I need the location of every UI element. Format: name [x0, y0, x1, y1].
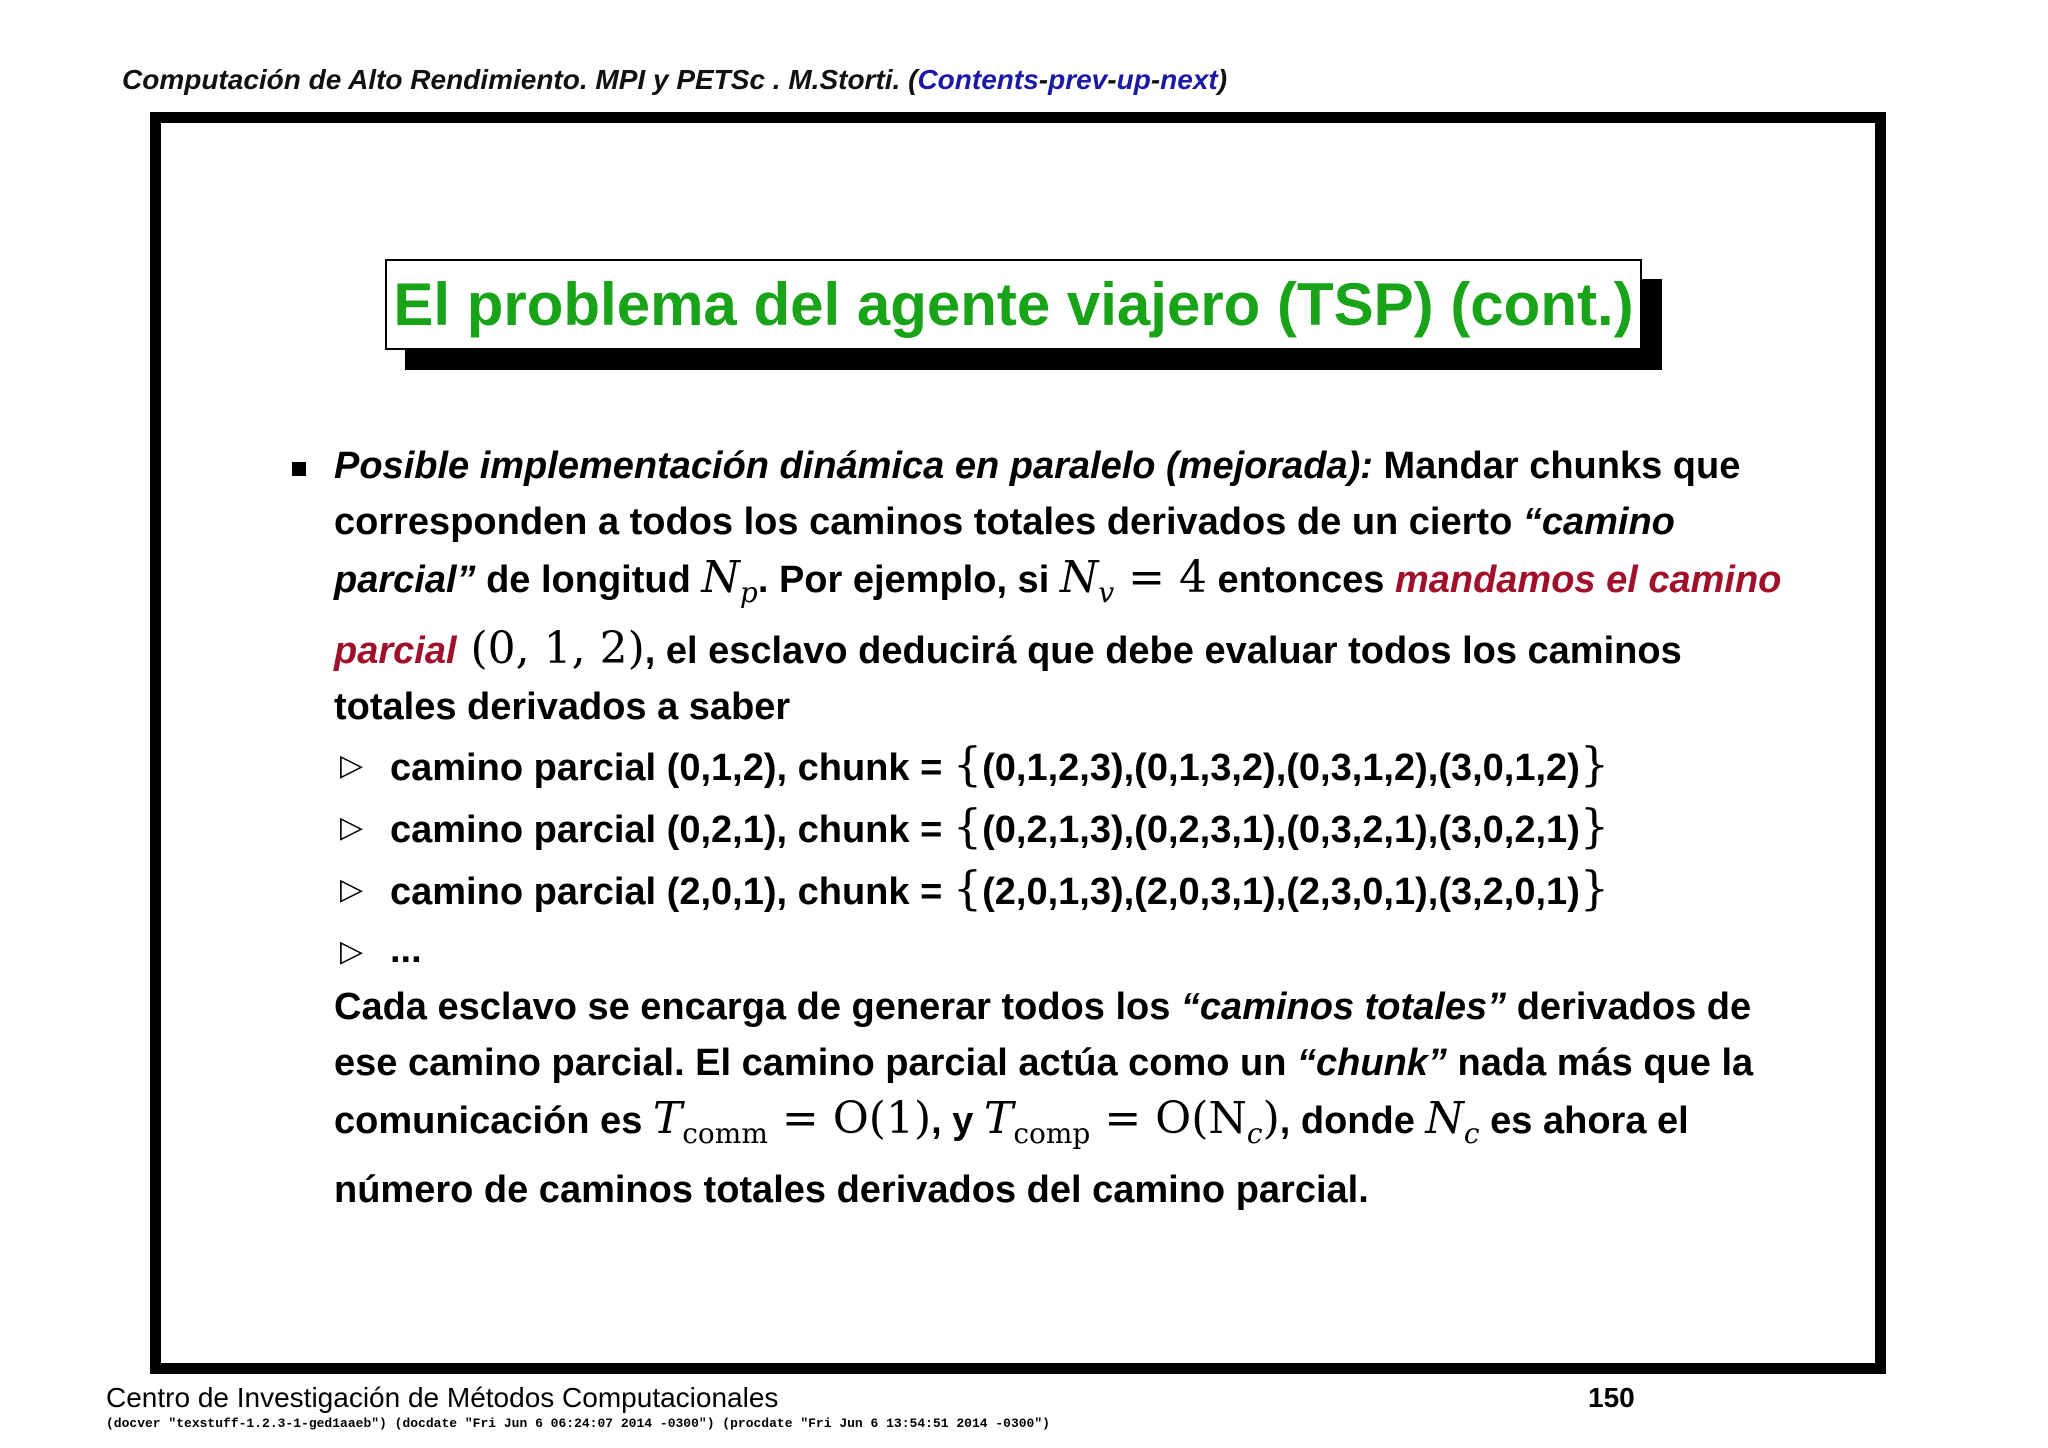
header-text: Computación de Alto Rendimiento. MPI y PETSc . M.Storti. (	[122, 64, 918, 95]
brace-close: }	[1579, 860, 1610, 915]
math-sub: c	[1463, 1116, 1480, 1150]
math-var: T	[983, 1092, 1014, 1144]
item-set: (0,2,1,3),(0,2,3,1),(0,3,2,1),(3,0,2,1)	[982, 808, 1580, 851]
nav-sep: -	[1150, 64, 1161, 95]
paragraph-conclusion	[334, 979, 1814, 1218]
text: , donde	[1279, 1099, 1426, 1142]
item-text: camino parcial (0,2,1), chunk =	[390, 808, 953, 851]
math-var: N	[1425, 1092, 1464, 1144]
bullet-square-icon	[292, 462, 306, 476]
triangle-bullet-icon: ▷	[340, 747, 364, 783]
item-text: camino parcial (2,0,1), chunk =	[390, 870, 953, 913]
page-number: 150	[1588, 1382, 1635, 1413]
brace-open: {	[952, 860, 983, 915]
link-contents[interactable]: Contents	[917, 64, 1039, 95]
list-item	[334, 921, 1814, 979]
math-sub: comm	[682, 1116, 768, 1150]
math-nc	[1425, 1092, 1480, 1150]
link-up[interactable]: up	[1116, 64, 1151, 95]
list-item	[334, 735, 1814, 797]
text: es ahora el número de caminos totales derivados del camino parcial.	[334, 1099, 1689, 1211]
math-sub: p	[739, 575, 758, 609]
math-var: N	[701, 552, 740, 603]
math-nv	[1059, 552, 1207, 609]
brace-open: {	[952, 798, 983, 853]
brace-close: }	[1579, 736, 1610, 791]
math-eq: = 4	[1114, 552, 1207, 603]
triangle-bullet-icon: ▷	[340, 871, 364, 907]
item-set: (2,0,1,3),(2,0,3,1),(2,3,0,1),(3,2,0,1)	[982, 870, 1580, 913]
slide-body	[334, 438, 1814, 1218]
slide-title	[385, 259, 1642, 350]
paragraph-intro	[334, 438, 1814, 735]
footer-meta: (docver "texstuff-1.2.3-1-ged1aaeb") (docdate "Fri Jun 6 06:24:07 2014 -0300") (procdate "Fri Jun 6 13:54:51 2014 -0300")	[106, 1416, 1050, 1431]
text: derivados de ese camino parcial. El camino parcial actúa como un	[334, 985, 1752, 1084]
math-var: T	[652, 1092, 683, 1144]
header-suffix: )	[1217, 64, 1228, 95]
item-set: (0,1,2,3),(0,1,3,2),(0,3,1,2),(3,0,1,2)	[982, 746, 1580, 789]
list-item	[334, 859, 1814, 921]
math-sub: comp	[1013, 1116, 1091, 1150]
text: , el esclavo deducirá que debe evaluar todos los caminos totales derivados a saber	[334, 629, 1682, 728]
text: . Por ejemplo, si	[757, 559, 1060, 601]
brace-open: {	[952, 736, 983, 791]
brace-close: }	[1579, 798, 1610, 853]
text: nada más que la comunicación es	[334, 1041, 1754, 1142]
quote-caminos-totales: “caminos totales”	[1180, 985, 1507, 1028]
math-np	[701, 552, 758, 609]
link-prev[interactable]: prev	[1048, 64, 1108, 95]
math-sub: v	[1098, 575, 1115, 609]
math-sub: c	[1246, 1116, 1263, 1150]
quote-camino-parcial: “camino parcial”	[334, 501, 1675, 601]
math-eq: )	[1262, 1092, 1280, 1144]
list-item	[334, 797, 1814, 859]
text: entonces	[1206, 559, 1395, 601]
quote-chunk: “chunk”	[1297, 1041, 1447, 1084]
triangle-bullet-icon: ▷	[340, 933, 364, 969]
text: Cada esclavo se encarga de generar todos los	[334, 985, 1181, 1028]
math-tcomp	[983, 1092, 1280, 1150]
triangle-bullet-icon: ▷	[340, 809, 364, 845]
running-header	[122, 64, 1227, 96]
lead-text: Posible implementación dinámica en paralelo (mejorada):	[334, 445, 1373, 487]
ellipsis: ...	[390, 928, 422, 971]
text: de longitud	[475, 559, 702, 601]
math-var: N	[1059, 552, 1099, 603]
footer-institution: Centro de Investigación de Métodos Computacionales	[106, 1382, 779, 1413]
math-tuple: (0, 1, 2)	[456, 622, 645, 674]
item-text: camino parcial (0,1,2), chunk =	[390, 746, 953, 789]
link-next[interactable]: next	[1160, 64, 1218, 95]
math-eq: = O(1)	[767, 1092, 932, 1144]
text: , y	[931, 1099, 984, 1142]
nav-sep: -	[1038, 64, 1049, 95]
highlight-mandamos: mandamos el camino parcial	[334, 559, 1782, 672]
math-eq: = O(N	[1090, 1092, 1247, 1144]
math-tcomm	[652, 1092, 932, 1150]
nav-sep: -	[1107, 64, 1117, 95]
text: Mandar chunks que corresponden a todos los caminos totales derivados de un cierto	[334, 445, 1741, 543]
slide-title-text: El problema del agente viajero (TSP) (cont.)	[393, 271, 1634, 338]
